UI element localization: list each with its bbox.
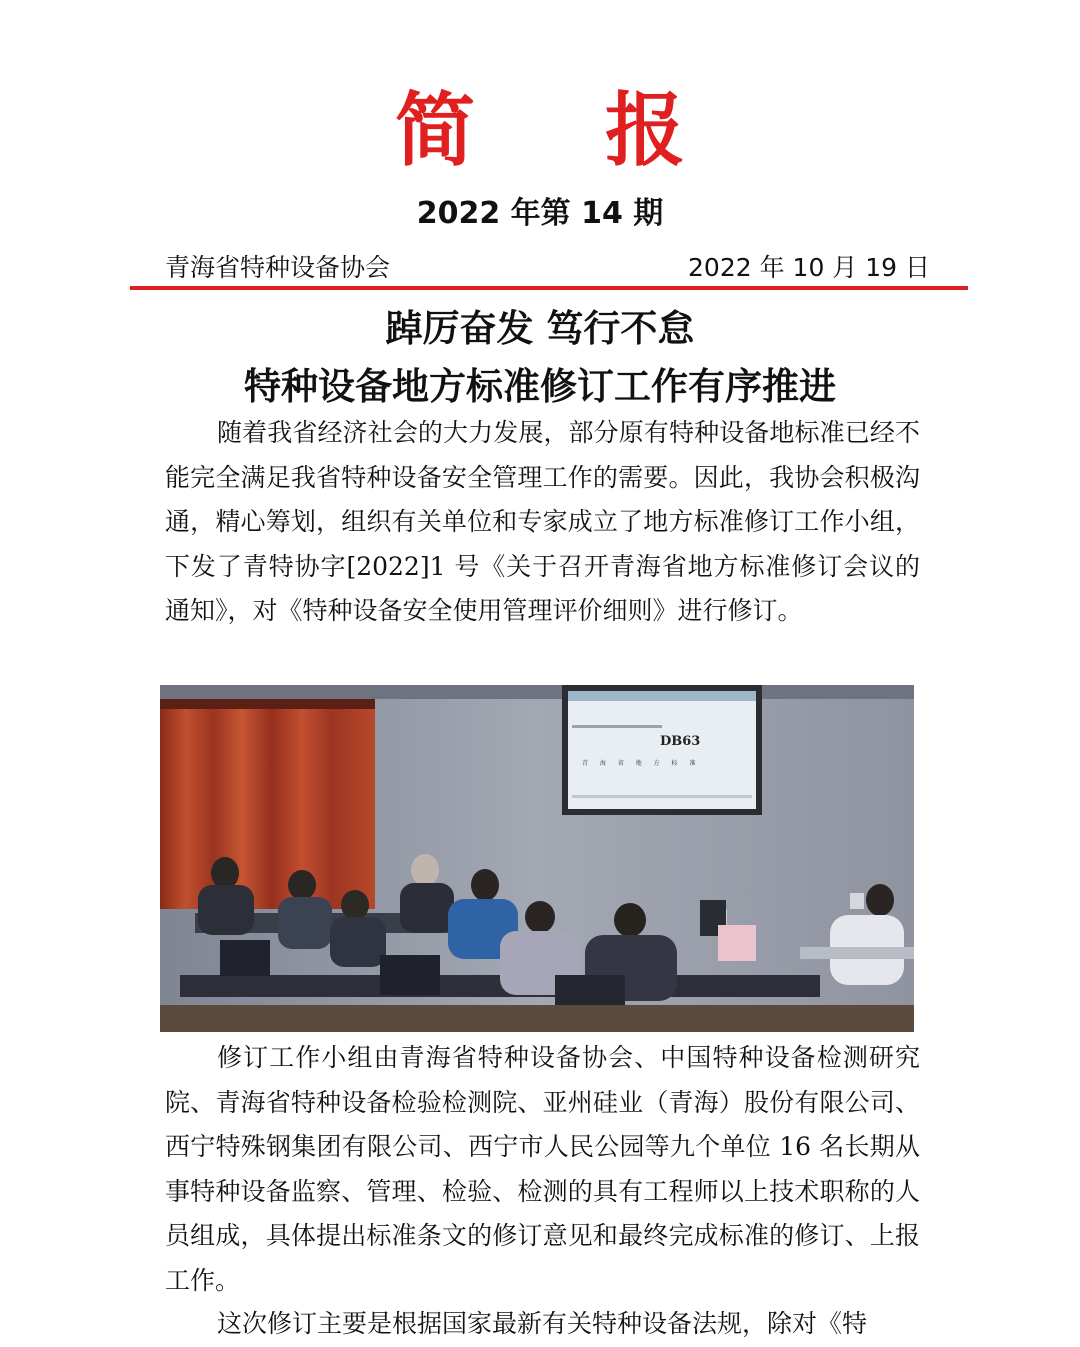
meeting-photo-illustration [160,685,914,1032]
issue-number: 2022 年第 14 期 [416,196,664,231]
meeting-photo [160,685,914,1032]
paragraph-1: 随着我省经济社会的大力发展，部分原有特种设备地标准已经不能完全满足我省特种设备安全管理工作的需要。因此，我协会积极沟通，精心筹划，组织有关单位和专家成立了地方标准修订工作小组，下发了青特协字[2022]1 号《关于召开青海省地方标准修订会议的通知》，对《特种设备安全使用管理评价细则》进行修订。 [165,418,920,625]
masthead-title: 简报 [395,83,815,177]
red-divider [130,286,968,290]
screen-subtitle: 青 海 省 地 方 标 准 [582,760,701,767]
paragraph-2: 修订工作小组由青海省特种设备协会、中国特种设备检测研究院、青海省特种设备检验检测院、亚州硅业（青海）股份有限公司、西宁特殊钢集团有限公司、西宁市人民公园等九个单位 16 名长期从事特种设备监察、管理、检验、检测的具有工程师以上技术职称的人员组成，具体提出标准条文的修订意见和最终完成标准的修订、上报工作。 [165,1043,920,1295]
publisher-name: 青海省特种设备协会 [165,253,391,282]
publish-date: 2022 年 10 月 19 日 [688,253,930,282]
screen-code: DB63 [660,734,701,749]
headline-line-1: 踔厉奋发 笃行不怠 [385,307,695,350]
paragraph-3: 这次修订主要是根据国家最新有关特种设备法规，除对《特 [217,1309,868,1338]
headline-line-2: 特种设备地方标准修订工作有序推进 [244,365,836,408]
